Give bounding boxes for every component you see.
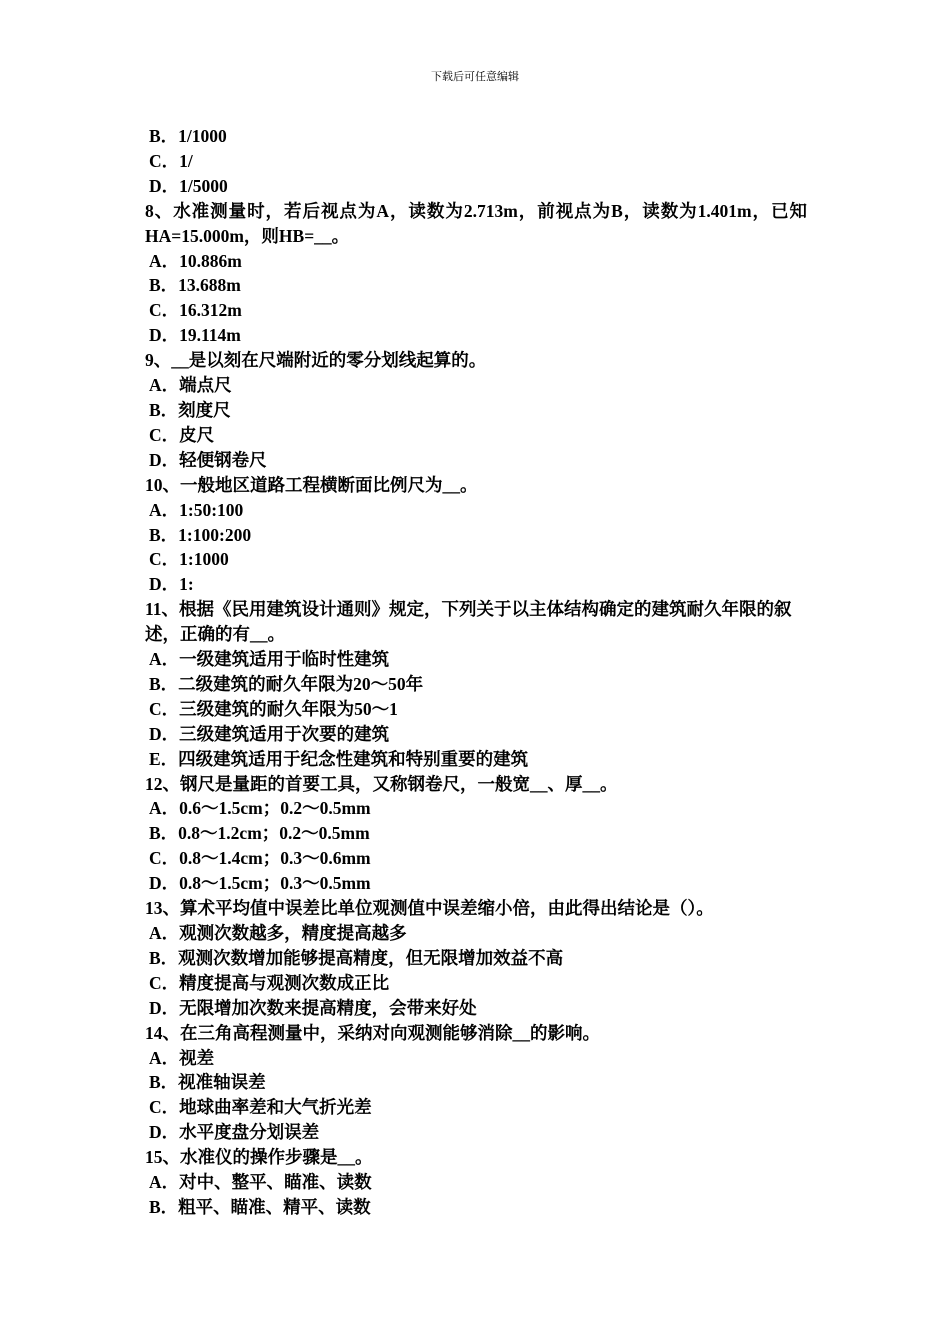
option-q12-d: D．0.8～1.5cm；0.3～0.5mm <box>149 873 371 894</box>
option-q8-a: A．10.886m <box>149 250 242 271</box>
option-q8-c: C．16.312m <box>149 300 242 321</box>
option-q10-d: D．1: <box>149 574 194 595</box>
question-10: 10、一般地区道路工程横断面比例尺为__。 <box>145 474 478 495</box>
option-q14-b: B．视准轴误差 <box>149 1072 266 1093</box>
question-11: 11、根据《民用建筑设计通则》规定，下列关于以主体结构确定的建筑耐久年限的叙述，正确的有__。 <box>145 599 792 645</box>
option-q8-d: D．19.114m <box>149 325 241 346</box>
option-q8-b: B．13.688m <box>149 275 241 296</box>
option-q14-a: A．视差 <box>149 1047 215 1068</box>
question-9: 9、__是以刻在尺端附近的零分划线起算的。 <box>145 350 487 371</box>
document-body <box>145 124 807 1220</box>
option-q11-d: D．三级建筑适用于次要的建筑 <box>149 723 390 744</box>
option-q9-c: C．皮尺 <box>149 424 215 445</box>
option-q7-b: B．1/1000 <box>149 126 227 146</box>
option-q10-b: B．1:100:200 <box>149 524 252 545</box>
option-q10-c: C．1:1000 <box>149 549 229 570</box>
option-q9-b: B．刻度尺 <box>149 399 231 420</box>
option-q10-a: A．1:50:100 <box>149 499 244 520</box>
page-header: 下载后可任意编辑 <box>431 70 519 83</box>
question-8: 8、水准测量时，若后视点为A，读数为2.713m，前视点为B，读数为1.401m，已知HA=15.000m，则HB=__。 <box>145 200 807 246</box>
question-15: 15、水准仪的操作步骤是__。 <box>145 1147 373 1168</box>
question-13: 13、算术平均值中误差比单位观测值中误差缩小倍，由此得出结论是（）。 <box>145 898 714 919</box>
option-q12-a: A．0.6～1.5cm；0.2～0.5mm <box>149 798 371 819</box>
option-q15-a: A．对中、整平、瞄准、读数 <box>149 1172 372 1193</box>
option-q13-b: B．观测次数增加能够提高精度，但无限增加效益不高 <box>149 947 564 968</box>
option-q7-c: C．1/ <box>149 150 193 171</box>
question-12: 12、钢尺是量距的首要工具，又称钢卷尺，一般宽__、厚__。 <box>145 773 618 794</box>
option-q13-c: C．精度提高与观测次数成正比 <box>149 972 390 993</box>
option-q14-c: C．地球曲率差和大气折光差 <box>149 1097 372 1118</box>
option-q11-b: B．二级建筑的耐久年限为20～50年 <box>149 673 424 694</box>
option-q13-a: A．观测次数越多，精度提高越多 <box>149 923 407 943</box>
question-14: 14、在三角高程测量中，采纳对向观测能够消除__的影响。 <box>145 1022 600 1043</box>
option-q7-d: D．1/5000 <box>149 175 228 196</box>
option-q11-a: A．一级建筑适用于临时性建筑 <box>149 649 390 670</box>
option-q12-c: C．0.8～1.4cm；0.3～0.6mm <box>149 848 371 869</box>
option-q11-c: C．三级建筑的耐久年限为50～1 <box>149 698 398 719</box>
option-q12-b: B．0.8～1.2cm；0.2～0.5mm <box>149 823 370 844</box>
option-q11-e: E．四级建筑适用于纪念性建筑和特别重要的建筑 <box>149 748 529 769</box>
option-q14-d: D．水平度盘分划误差 <box>149 1122 320 1143</box>
option-q13-d: D．无限增加次数来提高精度，会带来好处 <box>149 997 477 1018</box>
option-q9-a: A．端点尺 <box>149 375 232 396</box>
option-q15-b: B．粗平、瞄准、精平、读数 <box>149 1196 371 1217</box>
option-q9-d: D．轻便钢卷尺 <box>149 449 267 470</box>
